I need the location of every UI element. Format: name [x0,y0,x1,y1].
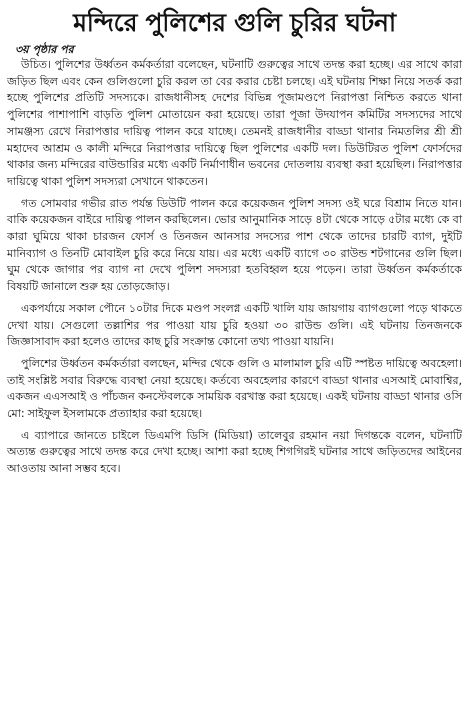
paragraph-4: পুলিশের উর্ধ্বতন কর্মকর্তারা বলছেন, মন্দির থেকে গুলি ও মালামাল চুরি এটি স্পষ্টত দায়িত্বে অবহেলা। তাই সংশ্লিষ্ট সবার বিরুদ্ধে ব্যবস্থা নেয়া হয়েছে। কর্তব্যে অবহেলার কারণে বাড্ডা থানার এসআই মোবাশ্বির, একজন এএসআই ও পাঁচজন কনস্টেবলকে সাময়িক বরখাস্ত করা হয়েছে। একই ঘটনায় বাড্ডা থানার ওসি মো: সাইফুল ইসলামকে প্রত্যাহার করা হয়েছে। [7,356,462,421]
paragraph-5: এ ব্যাপারে জানতে চাইলে ডিএমপি ডিসি (মিডিয়া) তালেবুর রহমান নয়া দিগন্তকে বলেন, ঘটনাটি অত্যন্ত গুরুত্বের সাথে তদন্ত করে দেখা হচ্ছে। আশা করা হচ্ছে শিগগিরই ঘটনার সাথে জড়িতদের আইনের আওতায় আনা সম্ভব হবে। [7,428,462,476]
continued-from-label: ৩য় পৃষ্ঠার পর [15,43,74,56]
article-body [7,57,462,478]
paragraph-1: উচিত। পুলিশের উর্ধ্বতন কর্মকর্তারা বলেছেন, ঘটনাটি গুরুত্বের সাথে তদন্ত করা হচ্ছে। এর সাথে কারা জড়িত ছিল এবং কেন গুলিগুলো চুরি করল তা বের করার চেষ্টা চলছে। এই ঘটনায় শিক্ষা নিয়ে সতর্ক করা হচ্ছে পুলিশের প্রতিটি সদস্যকে। রাজধানীসহ দেশের বিভিন্ন পূজামণ্ডপে নিরাপত্তা নিশ্চিত করতে থানা পুলিশের পাশাপাশি বাড়তি পুলিশ মোতায়েন করা হয়েছে। তারা পূজা উদযাপন কমিটির সদস্যদের সাথে সামঞ্জস্য রেখে নিরাপত্তার দায়িত্ব পালন করে যাচ্ছে। তেমনই রাজধানীর বাড্ডা থানার নিমতলির শ্রী শ্রী মহাদেব আশ্রম ও কালী মন্দিরে নিরাপত্তার দায়িত্বে ছিল পুলিশের একটি দল। ডিউটিরত পুলিশ ফোর্সদের থাকার জন্য মন্দিরের বাউন্ডারির মধ্যে একটি নির্মাণাধীন ভবনের দোতলায় ব্যবস্থা করা হয়েছিল। নিরাপত্তার দায়িত্বে থাকা পুলিশ সদস্যরা সেখানে থাকতেন। [7,58,462,188]
headline: মন্দিরে পুলিশের গুলি চুরির ঘটনা [73,8,396,37]
paragraph-3: একপর্যায়ে সকাল পৌনে ১০টার দিকে মণ্ডপ সংলগ্ন একটি খালি যায় জায়গায় ব্যাগগুলো পড়ে থাকতে দেখা যায়। সেগুলো তল্লাশির পর পাওয়া যায় চুরি হওয়া ৩০ রাউন্ড গুলি। এই ঘটনায় তিনজনকে জিজ্ঞাসাবাদ করা হলেও তাদের কাছ চুরি সংক্রান্ত কোনো তথ্য পাওয়া যায়নি। [7,301,462,349]
paragraph-2: গত সোমবার গভীর রাত পর্যন্ত ডিউটি পালন করে কয়েকজন পুলিশ সদস্য ওই ঘরে বিশ্রাম নিতে যান। বাকি কয়েকজন বাইরে দায়িত্ব পালন করছিলেন। ভোর আনুমানিক সাড়ে ৪টা থেকে সাড়ে ৫টার মধ্যে কে বা কারা ঘুমিয়ে থাকা চারজন ফোর্স ও তিনজন আনসার সদস্যের পাশ থেকে তাদের চারটি ব্যাগ, দুইটি মানিব্যাগ ও তিনটি মোবাইল চুরি করে নিয়ে যায়। এর মধ্যে একটি ব্যাগে ৩০ রাউন্ড শটগানের গুলি ছিল। ঘুম থেকে জাগার পর ব্যাগ না দেখে পুলিশ সদস্যরা হতবিহ্বল হয়ে পড়েন। তারা উর্ধ্বতন কর্মকর্তাকে বিষয়টি জানালে শুরু হয় তোড়জোড়। [7,196,462,294]
